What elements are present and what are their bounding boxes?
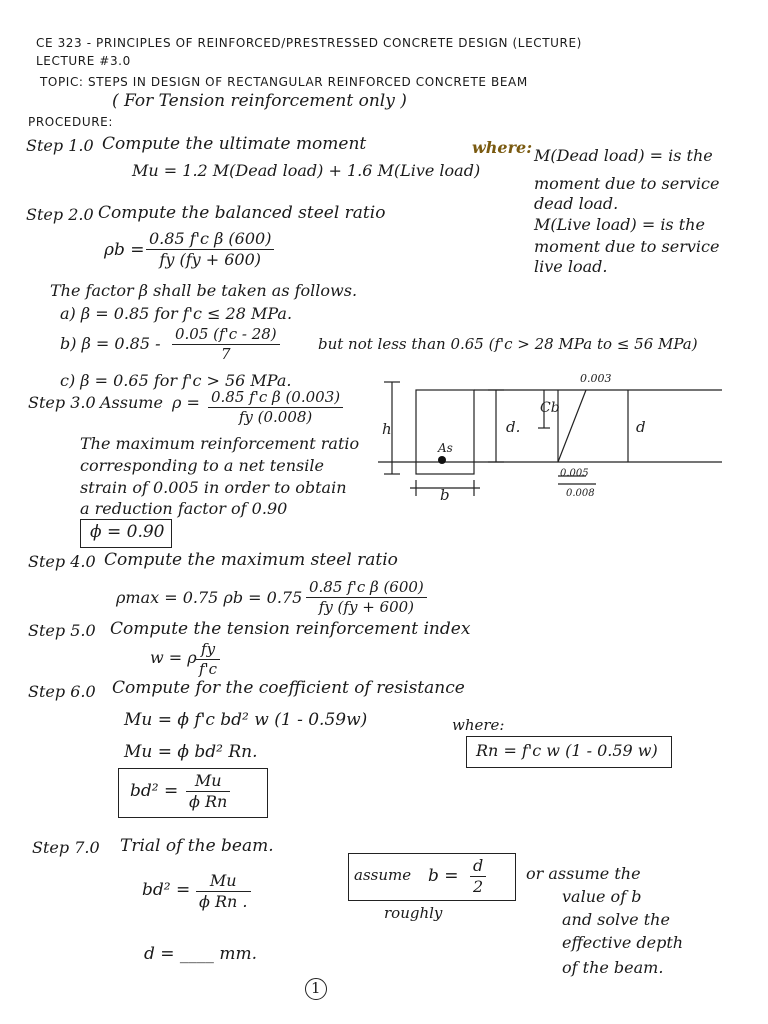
d-right-label: d <box>636 418 646 436</box>
beta-factor-note: The factor β shall be taken as follows. <box>50 281 358 300</box>
or-note-2: value of b <box>562 887 642 906</box>
step7-den: ϕ Rn . <box>199 892 248 912</box>
where-line-6: live load. <box>534 257 608 276</box>
steel-bar-dot <box>438 456 446 464</box>
step4-fraction <box>306 579 427 617</box>
lecture-number: LECTURE #3.0 <box>36 54 131 68</box>
step4-label: Step 4.0 <box>28 552 96 571</box>
where-line-4: M(Live load) = is the <box>534 215 705 234</box>
step6-box-fraction <box>186 772 230 812</box>
step2-den: fy (fy + 600) <box>159 250 262 270</box>
roughly-label: roughly <box>384 904 443 922</box>
step3-den: fy (0.008) <box>238 408 313 427</box>
step2-fraction <box>146 230 274 270</box>
step1-label: Step 1.0 <box>26 136 94 155</box>
step3-lhs: ρ = <box>172 393 200 412</box>
phi-value: ϕ = 0.90 <box>90 522 165 542</box>
step2-num: 0.85 f'c β (600) <box>146 230 274 250</box>
step7-d-line: d = ____ mm. <box>144 944 257 964</box>
rn-formula: Rn = f'c w (1 - 0.59 w) <box>476 741 658 760</box>
step4-den: fy (fy + 600) <box>318 598 415 617</box>
or-note-1: or assume the <box>526 864 641 883</box>
as-label: As <box>438 441 453 455</box>
where-line-3: dead load. <box>534 194 619 213</box>
step7-lhs: bd² = <box>142 880 191 900</box>
assume-b-fraction <box>470 857 486 897</box>
where-line-5: moment due to service <box>534 237 720 256</box>
step6-title: Compute for the coefficient of resistance <box>112 678 465 698</box>
assume-b-eq: b = <box>428 866 459 886</box>
step3-note-4: a reduction factor of 0.90 <box>80 499 288 518</box>
strain-bot-label: 0.008 <box>566 488 595 499</box>
assume-b-num: d <box>470 857 486 877</box>
step2-label: Step 2.0 <box>26 205 94 224</box>
step6-eq2: Mu = ϕ bd² Rn. <box>124 742 258 762</box>
beta-case-b-fraction <box>172 326 280 364</box>
assume-label: assume <box>354 866 412 884</box>
step4-num: 0.85 f'c β (600) <box>306 579 427 598</box>
beta-b-num: 0.05 (f'c - 28) <box>172 326 280 345</box>
step5-title: Compute the tension reinforcement index <box>110 619 471 639</box>
step5-fraction <box>196 641 220 679</box>
course-title: CE 323 - PRINCIPLES OF REINFORCED/PRESTRESSED CONCRETE DESIGN (LECTURE) <box>36 36 582 50</box>
assume-b-den: 2 <box>473 877 484 897</box>
step2-lhs: ρb = <box>104 240 145 260</box>
step6-box-num: Mu <box>186 772 230 792</box>
or-note-4: effective depth <box>562 933 684 952</box>
step4-title: Compute the maximum steel ratio <box>104 550 398 570</box>
step1-formula: Mu = 1.2 M(Dead load) + 1.6 M(Live load) <box>132 161 481 180</box>
strain-profile <box>558 390 586 462</box>
beta-case-c: c) β = 0.65 for f'c > 56 MPa. <box>60 371 292 390</box>
step1-title: Compute the ultimate moment <box>102 134 367 154</box>
strain-mid-label: 0.005 <box>560 468 589 479</box>
or-note-5: of the beam. <box>562 958 664 977</box>
step6-box-lhs: bd² = <box>130 781 179 801</box>
topic-line: TOPIC: STEPS IN DESIGN OF RECTANGULAR REINFORCED CONCRETE BEAM <box>40 75 528 89</box>
step7-fraction <box>196 872 251 912</box>
where-line-2: moment due to service <box>534 174 720 193</box>
beta-case-a: a) β = 0.85 for f'c ≤ 28 MPa. <box>60 304 293 323</box>
step6-label: Step 6.0 <box>28 682 96 701</box>
step5-num: fy <box>196 641 220 660</box>
procedure-label: PROCEDURE: <box>28 115 113 129</box>
step5-den: f'c <box>199 660 218 679</box>
topic-subtitle: ( For Tension reinforcement only ) <box>112 91 407 111</box>
step3-title: Assume <box>100 393 163 412</box>
where-label: where: <box>472 138 533 157</box>
or-note-3: and solve the <box>562 910 670 929</box>
step3-note-2: corresponding to a net tensile <box>80 456 324 475</box>
beam-section-diagram <box>370 368 722 502</box>
step7-title: Trial of the beam. <box>120 836 274 856</box>
step5-lhs: w = ρ <box>150 648 197 667</box>
step3-num: 0.85 f'c β (0.003) <box>208 389 343 408</box>
step6-where-label: where: <box>452 716 505 734</box>
step3-note-3: strain of 0.005 in order to obtain <box>80 478 347 497</box>
step7-label: Step 7.0 <box>32 838 100 857</box>
step3-fraction <box>208 389 343 427</box>
b-label: b <box>440 486 450 502</box>
step2-title: Compute the balanced steel ratio <box>98 203 386 223</box>
beta-b-den: 7 <box>221 345 231 364</box>
step6-eq1: Mu = ϕ f'c bd² w (1 - 0.59w) <box>124 710 368 730</box>
cb-label: Cb <box>540 400 560 416</box>
beta-case-b-start: b) β = 0.85 - <box>60 334 161 353</box>
d-left-label: d. <box>506 418 521 436</box>
step7-num: Mu <box>196 872 251 892</box>
where-line-1: M(Dead load) = is the <box>534 146 713 165</box>
page-number: 1 <box>311 979 321 997</box>
h-label: h <box>382 420 392 438</box>
step6-box-den: ϕ Rn <box>189 792 228 812</box>
beta-case-b-limit: but not less than 0.65 (f'c > 28 MPa to ≤ 56 MPa) <box>318 335 698 353</box>
step3-label: Step 3.0 <box>28 393 96 412</box>
strain-top-label: 0.003 <box>580 372 612 385</box>
step4-lhs: ρmax = 0.75 ρb = 0.75 <box>116 588 303 607</box>
step3-note-1: The maximum reinforcement ratio <box>80 434 360 453</box>
step5-label: Step 5.0 <box>28 621 96 640</box>
